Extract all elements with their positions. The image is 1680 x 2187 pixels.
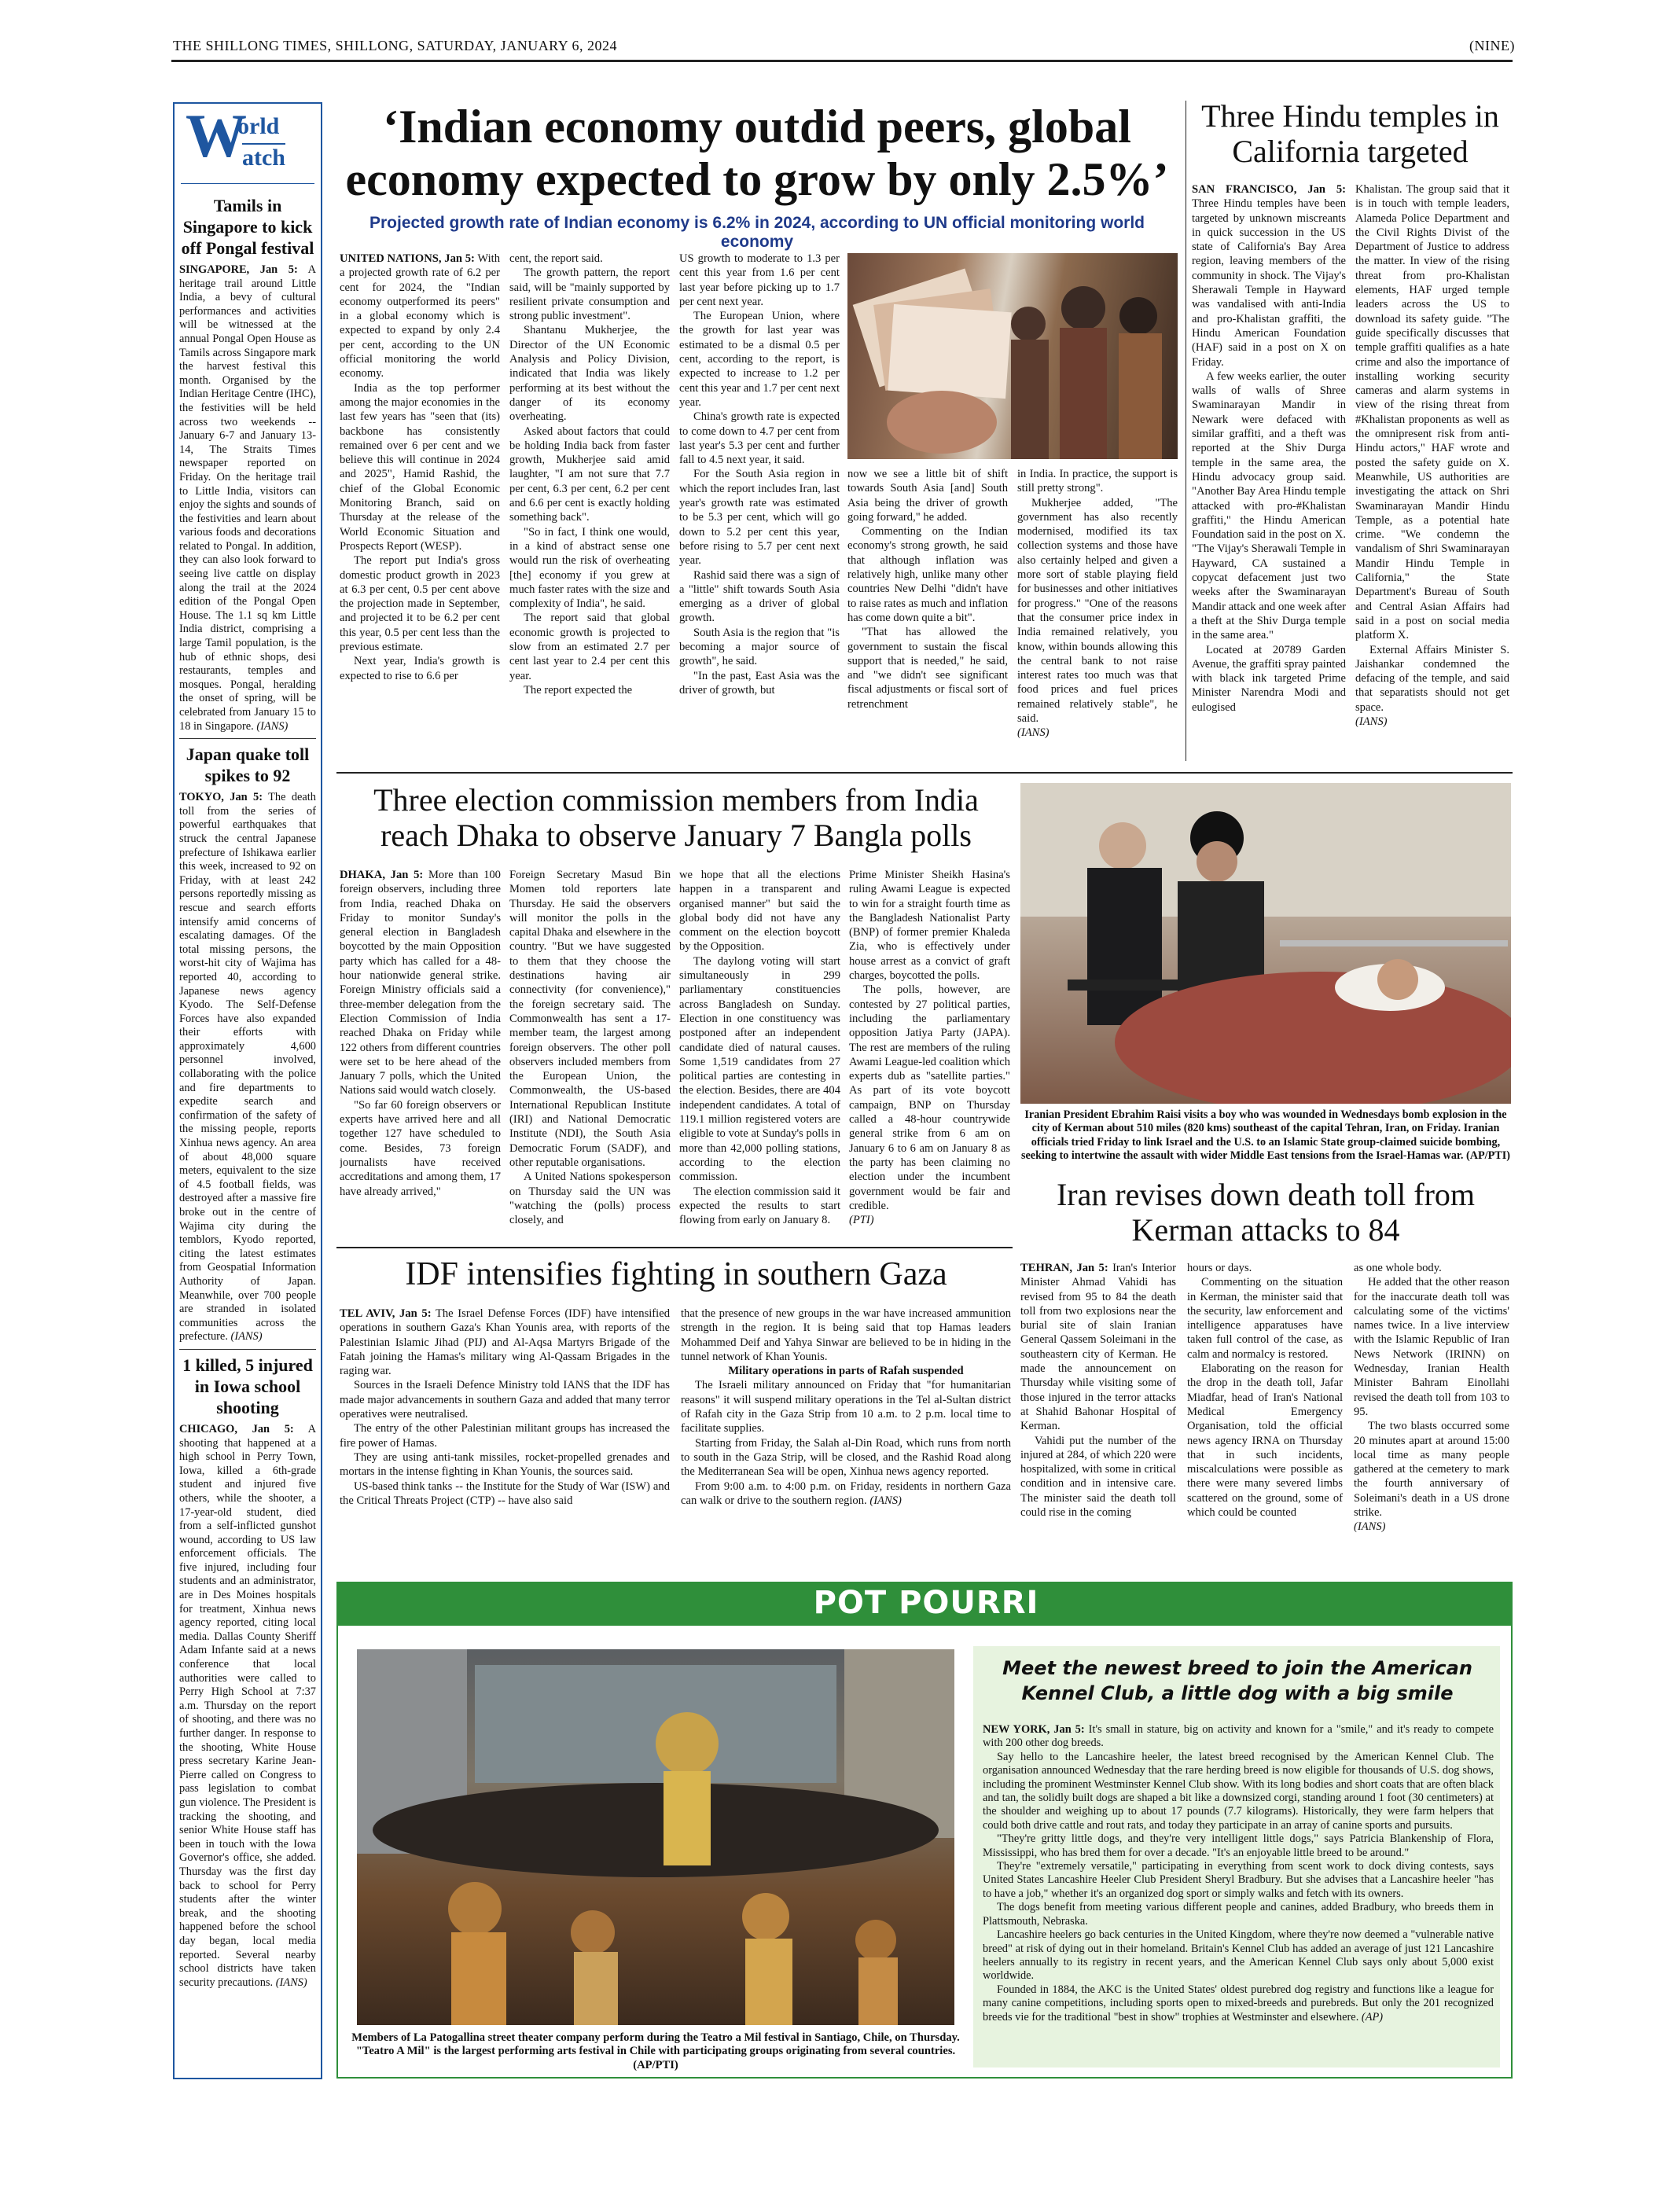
body-text: The report put India's gross domestic product growth in 2023 at 6.3 per cent, 0.5 per cent above the projection made in September, and projected it to be 6.2 per cent this year, 0.5 per cent less than the previous estimate. — [340, 554, 500, 654]
dateline: UNITED NATIONS, Jan 5: — [340, 252, 475, 265]
page-number: (NINE) — [1469, 38, 1515, 53]
body-text: Vahidi put the number of the injured at 284, of which 220 were hospitalized, with some in critical condition and in intensive care. The minister said the death toll could rise in the coming — [1020, 1434, 1176, 1520]
body-text: India as the top performer among the major economies in the last few years has "seen that (its) backbone has consistently remained over 6 per cent and we believe this will continue in 2024 and 2025", Hamid Rashid, the chief of the Global Economic Monitoring Branch, said on Thursday at the release of the World Economic Situation and Prospects Report (WESP). — [340, 381, 500, 553]
source-tag: (IANS) — [1017, 726, 1050, 740]
story-headline: 1 killed, 5 injured in Iowa school shooting — [182, 1354, 313, 1417]
body-text: They are using anti-tank missiles, rocket-propelled grenades and mortars in the intense fighting in Khan Younis, the sources said. — [340, 1450, 670, 1479]
header-rule — [171, 60, 1513, 62]
source-tag: (IANS) — [1354, 1520, 1386, 1534]
body-text: Foreign Secretary Masud Bin Momen told reporters late Thursday. He said the observers will monitor the polls in the capital Dhaka and elsewhere in the country. "But we have suggested to them that they choose the destinations having air connectivity (for convenience)," the foreign secretary said. The Commonwealth has sent a 17-member team, the largest among foreign observers. The other poll observers included members from the European Union, the Commonwealth, the US-based International Republican Institute (IRI) and National Democratic Institute (NDI), the South Asia Democratic Forum (SADF), and other reputable organisations. — [509, 869, 671, 1169]
body-text: Shantanu Mukherjee, the Director of the UN Economic Analysis and Policy Division, indicated that India was likely performing at its best without the danger of its economy overheating. — [509, 324, 670, 424]
body-text: "That has allowed the government to sustain the fiscal support that is needed," he said, and "we didn't see significant fiscal adjustments or fiscal sort of retrenchment — [847, 626, 1008, 711]
body-text: Lancashire heelers go back centuries in the United Kingdom, where they're now deemed a "vulnerable native breed" at risk of dying out in their homeland. Britain's Kennel Club has added an average of just 121 Lancashire heelers annually to its registry in recent years, and the American Kennel Club says only about 5,000 exist worldwide. — [983, 1928, 1494, 1983]
dateline: DHAKA, Jan 5: — [340, 869, 424, 881]
story-headline: Japan quake toll spikes to 92 — [186, 744, 310, 786]
body-text: The Israel Defense Forces (IDF) have intensified operations in southern Gaza's Khan Younis area, with reports of the Palestinian Islamic Jihad (PIJ) and Al-Aqsa Martyrs Brigade of the Fatah joining the Hamas's military wing Al-Qassam Brigades in the raging war. — [340, 1307, 670, 1378]
world-watch-logo-w: W — [186, 101, 247, 170]
body-text: External Affairs Minister S. Jaishankar condemned the defacing of the temple, and said that separatists should not get space. — [1355, 643, 1509, 714]
dateline: NEW YORK, Jan 5: — [983, 1723, 1085, 1736]
world-watch-logo-orld: orld — [237, 113, 280, 139]
lead-col-5 — [1017, 467, 1178, 763]
body-text: that the presence of new groups in the war have increased ammunition strength in the region. It is being said that top Hamas leaders Mohammed Deif and Yahya Sinwar are believed to be in hiding in the tunnel network of Khan Younis. — [681, 1307, 1011, 1363]
iran-col-3 — [1354, 1261, 1509, 1568]
dhaka-col-2 — [509, 868, 671, 1237]
body-text: For the South Asia region in which the report includes Iran, last year's growth rate was estimated to be 5.3 per cent, which will go down to 5.2 per cent this year, before rising to 5.7 per cent next year. — [679, 468, 840, 568]
body-text: Sources in the Israeli Defence Ministry told IANS that the IDF has made major advancements in southern Gaza and added that many terror operatives were neutralised. — [340, 1379, 670, 1421]
lead-col-1 — [340, 252, 500, 763]
body-text: China's growth rate is expected to come down to 4.7 per cent from last year's 5.3 per cent and further fall to 4.5 next year, it said. — [679, 410, 840, 467]
body-text: They're "extremely versatile," participating in everything from scent work to dock diving contests, says United States Lancashire Heeler Club President Sheryl Bradbury. But she advises that a Lancashire heeler "has to have a job," whether it's an organized dog sport or simply walks and fetch with its owners. — [983, 1860, 1494, 1900]
pot-pourri-title: POT POURRI — [813, 1585, 1039, 1621]
dateline: TEHRAN, Jan 5: — [1020, 1262, 1108, 1274]
body-text: Iran's Interior Minister Ahmad Vahidi has revised from 95 to 84 the death toll from two explosions near the burial site of slain Iranian General Qassem Soleimani in the southeastern city of Kerman. He made the announcement on Thursday while visiting some of those injured in the terror attacks at Shahid Bahonar Hospital of Kerman. — [1020, 1262, 1176, 1433]
body-text: cent, the report said. — [509, 252, 603, 265]
hospital-scene-graphic — [1020, 783, 1511, 1104]
body-text: The report expected the — [524, 683, 633, 697]
body-text: "So far 60 foreign observers or experts have arrived here and all together 127 have scheduled to come. Besides, 73 foreign journalists have received accreditations and among them, 17 have already arrived," — [340, 1098, 501, 1198]
body-text: Three Hindu temples have been targeted by unknown miscreants in quick succession in the US state of California's Bay Area region, leaving members of the community in shock. The Vijay's Sherawali Temple in Hayward was vandalised with anti-India and pro-Khalistan graffiti, the Hindu American Foundation (HAF) said in a post on X on Friday. — [1192, 197, 1346, 369]
iran-headline: Iran revises down death toll from Kerman attacks to 84 — [1056, 1177, 1476, 1248]
body-text: Prime Minister Sheikh Hasina's ruling Awami League is expected to win for a straight fourth time as the Bangladesh Nationalist Party (BNP) of former premier Khaleda Zia, who is effectively under house arrest as a convict of graft charges, boycotted the polls. — [849, 869, 1010, 983]
lead-headline: ‘Indian economy outdid peers, global economy expected to grow by only 2.5%’ — [345, 101, 1169, 206]
pot-pourri-section — [336, 1582, 1513, 2079]
body-text: Khalistan. The group said that it is in touch with temple leaders, Alameda Police Department and the Civil Rights Divist of the Department of Justice to address the matter. In view of the rising threat from pro-Khalistan elements, HAF urged temple leaders across the US to download its safety guide. "The guide specifically discusses that temple graffiti qualifies as a hate crime and also the importance of installing working security cameras and alarm systems in view of the rising threat from #Khalistan proponents as well as the omnipresent risk from anti-Hindu actors," HAF wrote and posted the safety guide on X. Meanwhile, US authorities are investigating the attack on Shri Swaminarayan Mandir Hindu Temple, as a potential hate crime. "We condemn the vandalism of Shri Swaminarayan Mandir Hindu Temple in California," the State Department's Bureau of South and Central Asian Affairs had said in a post on social media platform X. — [1355, 183, 1509, 642]
currency-photo — [847, 253, 1178, 459]
body-text: "In the past, East Asia was the driver of growth, but — [679, 669, 840, 697]
body-text: Asked about factors that could be holding India back from faster growth, Mukherjee said amid laughter, "I am not sure that 7.7 per cent, 6.3 per cent, 6.2 per cent and 6.6 per cent is exactly holding something back". — [509, 425, 670, 524]
dateline: SINGAPORE, Jan 5: — [179, 263, 298, 276]
body-text: "They're gritty little dogs, and they're very intelligent little dogs," says Patricia Blankenship of Flora, Mississippi, who has bred them for over a decade. "It's an enjoyable little breed to be around." — [983, 1832, 1494, 1859]
world-watch-logo — [181, 101, 314, 184]
body-text: US-based think tanks -- the Institute for the Study of War (ISW) and the Critical Threats Project (CTP) -- have also said — [340, 1479, 670, 1507]
body-text: now we see a little bit of shift towards South Asia [and] South Asia being the driver of growth going forward," he added. — [847, 468, 1008, 524]
body-text: The entry of the other Palestinian militant groups has increased the fire power of Hamas. — [340, 1422, 670, 1450]
source-tag: (IANS) — [230, 1330, 263, 1343]
dhaka-col-4 — [849, 868, 1010, 1237]
body-text: The polls, however, are contested by 27 political parties, including the parliamentary opposition Jatiya Party (JAPA). The rest are members of the ruling Awami League-led coalition which experts dub as "satellite parties." As part of its vote boycott campaign, BNP on Thursday called a 48-hour countrywide general strike from 6 am on January 6 to 6 am on January 8 as the party has been claiming no election under the incumbent government would be fair and credible. — [849, 983, 1010, 1212]
world-watch-logo-atch: atch — [242, 145, 285, 171]
iran-hospital-photo — [1020, 783, 1511, 1104]
story-body: A shooting that happened at a high school in Perry Town, Iowa, killed a 6th-grade student and injured five others, while the shooter, a 17-year-old student, died from a self-inflicted gunshot wound, according to US law enforcement officials. The five injured, including four students and an administrator, are in Des Moines hospitals for treatment, Xinhua news agency reported, citing local media. Dallas County Sheriff Adam Infante said at a news conference that local authorities were called to Perry High School at 7:37 a.m. Thursday on the report of shooting, and there was no further danger. In response to the shooting, White House press secretary Karine Jean-Pierre called on Congress to pass legislation to combat gun violence. The President is tracking the shooting, and senior White House staff has been in touch with the Iowa Governor's office, she added. Thursday was the first day back to school for Perry students after the winter break, and the shooting happened before the school day began, local media reported. Several nearby school districts have taken security precautions. — [179, 1422, 316, 1989]
body-text: The European Union, where the growth for last year was estimated to be a dismal 0.5 per cent, according to the report, is expected to increase to 1.2 per cent this year and 1.7 per cent next year. — [679, 310, 840, 409]
gaza-col-2 — [681, 1307, 1011, 1569]
lead-subhead: Projected growth rate of Indian economy is 6.2% in 2024, according to UN official monitoring world economy — [369, 214, 1145, 251]
section-rule — [336, 772, 1513, 774]
body-text: The daylong voting will start simultaneously in 299 parliamentary constituencies across Bangladesh on Sunday. Election in one constituency was postponed after an independent candidate died of natural causes. Some 1,519 candidates from 27 political parties are contesting in the election. Besides, there are 404 independent candidates. A total of 119.1 million registered voters are eligible to vote at Sunday's polls in more than 42,000 polling stations, according to the election commission. — [679, 954, 840, 1184]
iran-photo-caption — [1020, 1108, 1511, 1163]
dateline: CHICAGO, Jan 5: — [179, 1422, 294, 1435]
dhaka-col-3 — [679, 868, 840, 1237]
lead-col-2 — [509, 252, 670, 763]
dateline: SAN FRANCISCO, Jan 5: — [1192, 183, 1346, 196]
story-body: A heritage trail around Little India, a bevy of cultural performances and activities will be witnessed at the annual Pongal Open House as Tamils across Singapore mark the harvest festival this month. Organised by the Indian Heritage Centre (IHC), the festivities will be held across two weekends -- January 6-7 and January 13-14, The Straits Times newspaper reported on Friday. On the heritage trail to Little India, visitors can enjoy the sights and sounds of the festivities and learn about various foods and decorations related to Pongal. In addition, they can also look forward to seeing live cattle on display along the trail at the 2024 edition of the Pongal Open House. The 1.1 sq km Little India district, comprising a large Tamil population, is the hub of ethnic shops, desi restaurants, temples and mosques. Pongal, heralding the onset of spring, will be celebrated from January 15 to 18 in Singapore. — [179, 263, 316, 733]
source-tag: (AP/PTI) — [633, 2058, 678, 2071]
body-text: hours or days. — [1187, 1262, 1252, 1274]
gaza-col-1 — [340, 1307, 670, 1569]
body-text: He added that the other reason for the inaccurate death toll was calculating some of the victims' names twice. In a live interview with the Islamic Republic of Iran News Network (IRINN) on Wednesday, Iranian Health Minister Bahram Einollahi revised the death toll from 103 to 95. — [1354, 1276, 1509, 1418]
currency-notes-graphic — [847, 253, 1178, 459]
body-text: Commenting on the situation in Kerman, the minister said that the security, law enforcement and intelligence apparatuses have taken full control of the case, as calm and normalcy is restored. — [1187, 1276, 1343, 1361]
dateline: TEL AVIV, Jan 5: — [340, 1307, 432, 1320]
section-rule — [336, 1247, 1013, 1248]
source-tag: (AP/PTI) — [1466, 1149, 1510, 1163]
source-tag: (IANS) — [1355, 715, 1388, 728]
gaza-headline: IDF intensifies fighting in southern Gaza — [405, 1256, 947, 1292]
body-text: From 9:00 a.m. to 4:00 p.m. on Friday, residents in northern Gaza can walk or drive to the southern region. — [681, 1479, 1011, 1507]
caption-text: Iranian President Ebrahim Raisi visits a boy who was wounded in Wednesdays bomb explosion in the city of Kerman about 510 miles (820 kms) southeast of the capital Tehran, Iran, on Friday. Iranian officials tried Friday to link Israel and the U.S. to an Islamic State group-claimed suicide bombing, seeking to intertwine the assault with wider Middle East tensions from the Israel-Hamas war. — [1020, 1108, 1507, 1163]
temples-col-2 — [1355, 182, 1509, 764]
body-text: The growth pattern, the report said, will be "mainly supported by resilient private consumption and strong public investment". — [509, 266, 670, 323]
story-headline: Tamils in Singapore to kick off Pongal festival — [181, 196, 314, 258]
body-text: Commenting on the Indian economy's strong growth, he said that although inflation was relatively high, unlike many other countries New Delhi "didn't have to raise rates as much and inflation has come down quite a bit". — [847, 525, 1008, 624]
body-text: as one whole body. — [1354, 1262, 1442, 1274]
body-text: Mukherjee added, "The government has also recently modernised, modified its tax collection systems and those have also certainly helped and given a more sort of stable playing field for businesses and other initiatives for progress." "One of the reasons that the consumer price index in India remained relatively, you know, within bounds allowing this the central bank to not raise interest rates too much was that food prices and fuel prices remained relatively stable", he said. — [1017, 496, 1178, 726]
theater-photo-caption — [349, 2031, 962, 2072]
body-text: US growth to moderate to 1.3 per cent this year from 1.6 per cent last year before picking up to 1.7 per cent next year. — [679, 252, 840, 308]
dhaka-headline: Three election commission members from India reach Dhaka to observe January 7 Bangla polls — [373, 782, 979, 853]
kennel-headline: Meet the newest breed to join the American Kennel Club, a little dog with a big smile — [1002, 1657, 1472, 1705]
body-text: It's small in stature, big on activity and known for a "smile," and it's ready to compete with 200 other dog breeds. — [983, 1723, 1494, 1750]
lead-col-3 — [679, 252, 840, 763]
body-text: Say hello to the Lancashire heeler, the latest breed recognised by the American Kennel Club. The organisation announced Wednesday that the rare herding breed is now eligible for thousands of U.S. dog shows, including the prominent Westminster Kennel Club show. With its long bodies and short coats that are often black and tan, the solidly built dogs are shaped a bit like a downsized corgi, standing around 1 foot (30 centimeters) at the shoulder and weighing up to about 17 pounds (7.7 kilograms). Historically, they were farm helpers that could both drive cattle and rout rats, and today they participate in an array of canine sports and pursuits. — [983, 1750, 1494, 1832]
body-text: we hope that all the elections happen in a transparent and organised manner" but said the global body did not have any comment on the election boycott by the Opposition. — [679, 869, 840, 954]
iran-col-2 — [1187, 1261, 1343, 1568]
body-text: The dogs benefit from meeting various different people and canines, added Bradbury, who breeds them in Plattsmouth, Nebraska. — [983, 1901, 1494, 1928]
body-text: Elaborating on the reason for the drop in the death toll, Jafar Miadfar, head of Iran's National Medical Emergency Organisation, told the official news agency IRNA on Thursday that in such incidents, miscalculations were possible as there were many severed limbs scattered on the ground, some of which could be counted — [1187, 1362, 1343, 1520]
body-text: The Israeli military announced on Friday that "for humanitarian reasons" it will suspend military operations in the Tel al-Sultan district of Rafah city in the Gaza Strip from 10 a.m. to 2 p.m. local time to facilitate supplies. — [681, 1379, 1011, 1435]
temples-headline: Three Hindu temples in California targeted — [1201, 98, 1499, 169]
source-tag: (IANS) — [275, 1976, 307, 1989]
body-text: The report said that global economic growth is projected to slow from an estimated 2.7 per cent last year to 2.4 per cent this year. — [509, 612, 670, 682]
subheading: Military operations in parts of Rafah suspended — [728, 1365, 964, 1378]
theater-festival-photo — [357, 1649, 954, 2025]
body-text: A United Nations spokesperson on Thursday said the UN was "watching the (polls) process closely, and — [509, 1171, 671, 1227]
world-watch-sidebar — [173, 102, 322, 2079]
body-text: More than 100 foreign observers, including three from India, reached Dhaka on Friday to monitor Sunday's general election in Bangladesh boycotted by the main Opposition party which has called for a 48-hour nationwide general strike. Foreign Ministry officials said a three-member delegation from the Election Commission of India reached Dhaka on Friday while 122 others from different countries were set to be here ahead of the January 7 polls, which the United Nations said would watch closely. — [340, 869, 501, 1097]
dhaka-col-1 — [340, 868, 501, 1237]
body-text: "So in fact, I think one would, in a kind of abstract sense one would run the risk of overheating [the] economy if you grew at much faster rates with the size and complexity of India", he said. — [509, 525, 670, 611]
source-tag: (AP) — [1361, 2010, 1384, 2023]
world-watch-stories — [179, 192, 316, 2075]
lead-col-4 — [847, 467, 1008, 763]
source-tag: (IANS) — [869, 1494, 902, 1507]
body-text: South Asia is the region that "is becoming a major source of growth", he said. — [679, 626, 840, 668]
body-text: A few weeks earlier, the outer walls of walls of Shree Swaminarayan Mandir in Newark were defaced with similar graffiti, and a theft was reported at the Shiv Durga temple in the same area, the Hindu advocacy group said. "Another Bay Area Hindu temple attacked with pro-#Khalistan graffiti," the Hindu American Foundation said in the post on X. "The Vijay's Sherawali Temple in Hayward, CA sustained a copycat defacement just two weeks after the Swaminarayan Mandir attack and one week after a theft at the Shiv Durga temple in the same area." — [1192, 369, 1346, 642]
body-text: in India. In practice, the support is still pretty strong". — [1017, 468, 1178, 495]
body-text: Next year, India's growth is expected to rise to 6.6 per — [340, 655, 500, 682]
body-text: Founded in 1884, the AKC is the United States' oldest purebred dog registry and functions like a league for many canine competitions, including sports open to mixed-breeds and purebreds. But only the 201 recognized breeds vie for the traditional "best in show" trophies at Westminster and elsewhere. — [983, 1983, 1494, 2023]
body-text: Rashid said there was a sign of a "little" shift towards South Asia emerging as a driver of global growth. — [679, 568, 840, 625]
caption-text: Members of La Patogallina street theater company perform during the Teatro a Mil festival in Santiago, Chile, on Thursday. "Teatro A Mil" is the largest performing arts festival in Chile with participating groups originating from several countries. — [351, 2031, 960, 2058]
story-body: The death toll from the series of powerful earthquakes that struck the central Japanese prefecture of Ishikawa earlier this week, increased to 92 on Friday, with at least 242 persons reportedly missing as rescue and search efforts intensify amid concerns of escalating damages. Of the total missing persons, the worst-hit city of Wajima has reported 40, according to Japanese news agency Kyodo. The Self-Defense Forces have also expanded their efforts with approximately 4,600 personnel involved, collaborating with the police and fire departments to expedite search and confirmation of the safety of the missing people, reports Xinhua news agency. An area of about 48,000 square meters, equivalent to the size of 4.5 football fields, was destroyed after a massive fire broke out in the centre of Wajima city during the temblors, Kyodo reported, citing the latest estimates from Geospatial Information Authority of Japan. Meanwhile, over 700 people are stranded in isolated communities across the prefecture. — [179, 791, 316, 1343]
kennel-story-body — [983, 1723, 1494, 2063]
dateline: TOKYO, Jan 5: — [179, 791, 263, 804]
body-text: The election commission said it expected the results to start flowing from early on January 8. — [679, 1185, 840, 1227]
iran-col-1 — [1020, 1261, 1176, 1568]
temples-col-1 — [1192, 182, 1346, 764]
body-text: Located at 20789 Garden Avenue, the graffiti spray painted with black ink targeted Prime Minister Narendra Modi and eulogised — [1192, 643, 1346, 714]
source-tag: (PTI) — [849, 1214, 874, 1227]
body-text: With a projected growth rate of 6.2 per cent for 2024, the "Indian economy outperformed its peers" in a global economy which is expected to expand by only 2.4 per cent, according to the UN official monitoring the world economy. — [340, 252, 500, 380]
body-text: Starting from Friday, the Salah al-Din Road, which runs from north to south in the Gaza Strip, will be closed, and the Rashid Road along the Mediterranean Sea will be open, Xinhua news agency reported. — [681, 1436, 1011, 1479]
street-performance-graphic — [357, 1649, 954, 2025]
source-tag: (IANS) — [256, 719, 289, 733]
body-text: The two blasts occurred some 20 minutes apart at around 15:00 local time as many people gathered at the cemetery to mark the fourth anniversary of Soleimani's death in a US drone strike. — [1354, 1420, 1509, 1520]
page-header-left: THE SHILLONG TIMES, SHILLONG, SATURDAY, JANUARY 6, 2024 — [173, 38, 618, 53]
